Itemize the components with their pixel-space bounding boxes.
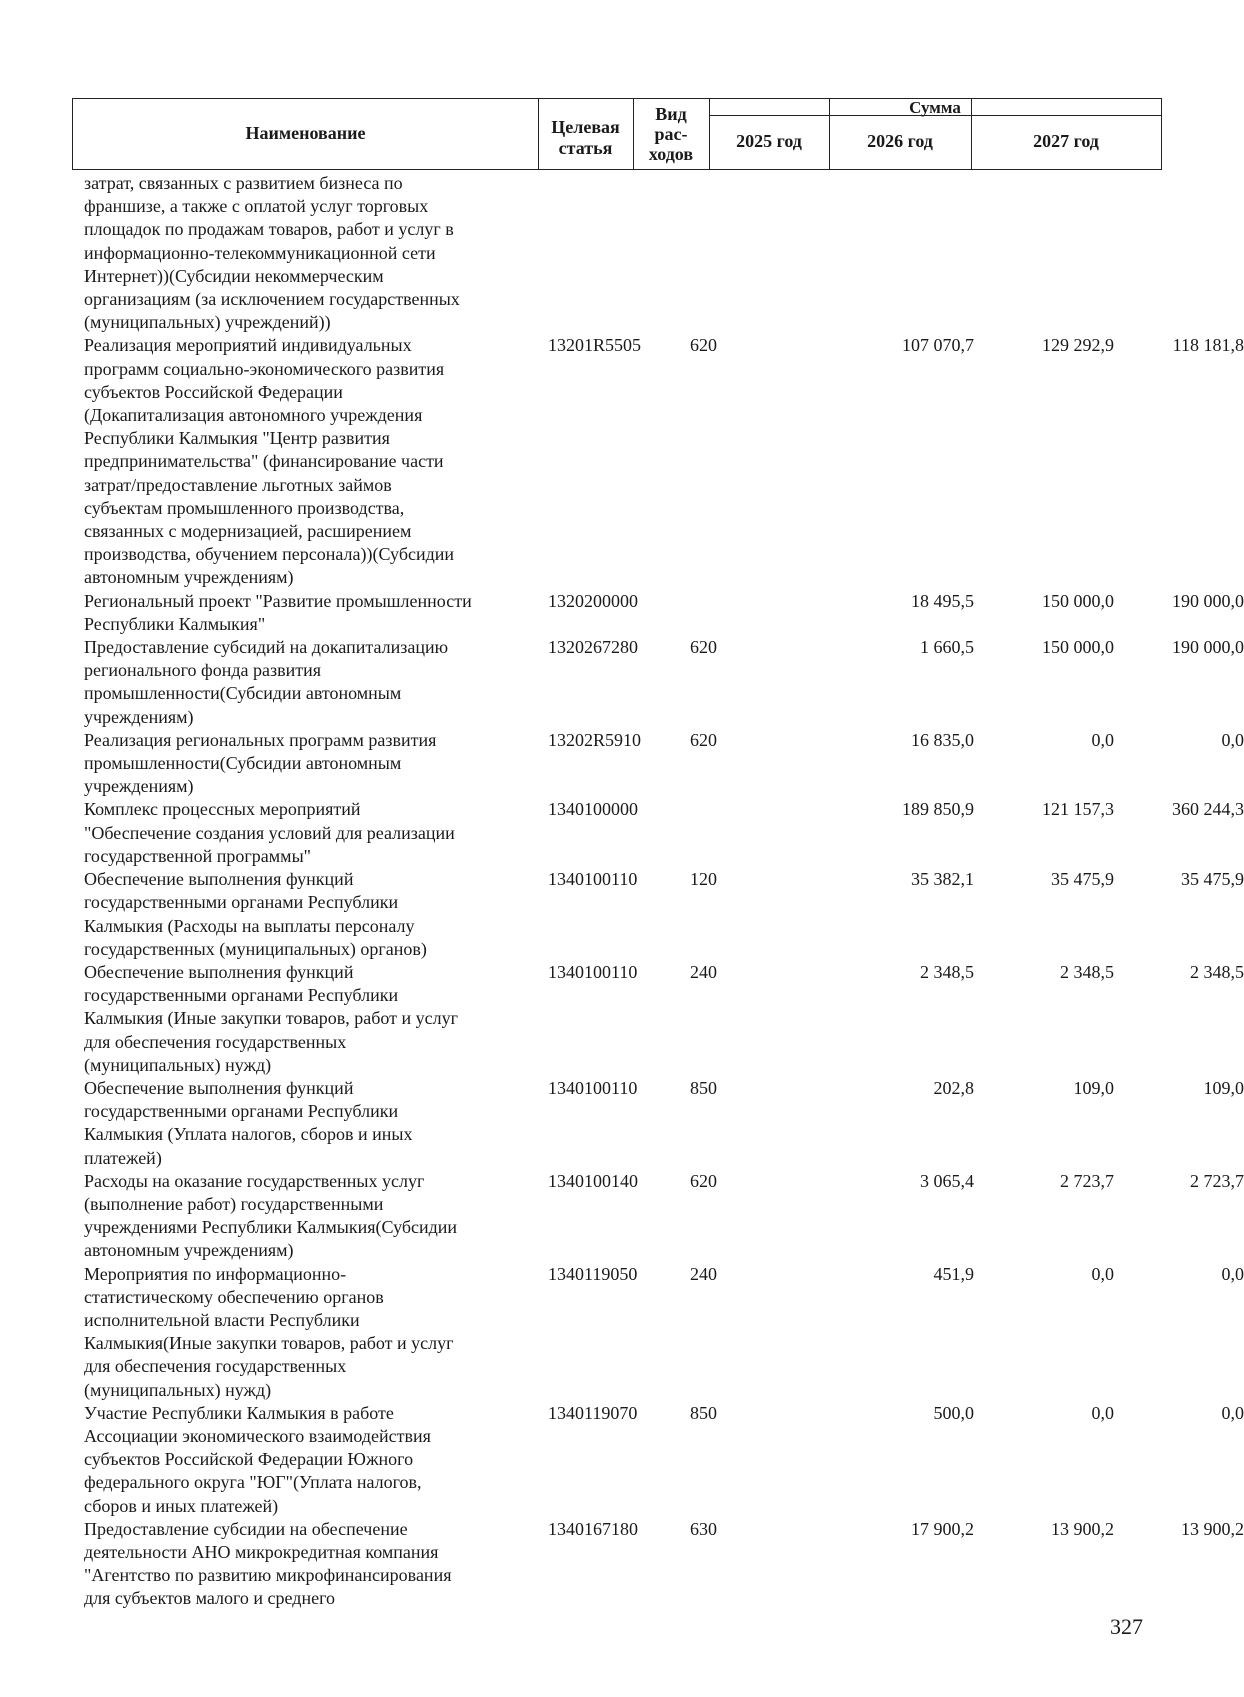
table-row bbox=[84, 1077, 1244, 1170]
header-2026: 2026 год bbox=[867, 131, 933, 151]
row-sum-2026: 35 475,9 bbox=[1051, 869, 1114, 890]
row-sum-2027: 2 348,5 bbox=[1190, 961, 1244, 982]
row-code: 1320200000 bbox=[548, 590, 638, 611]
row-sum-2025: 189 850,9 bbox=[902, 799, 974, 820]
row-sum-2027: 109,0 bbox=[1203, 1077, 1244, 1098]
row-code: 1340100110 bbox=[548, 1077, 638, 1098]
row-sum-2025: 500,0 bbox=[933, 1402, 974, 1423]
row-name: Региональный проект "Развитие промышленности Республики Калмыкия" bbox=[84, 590, 472, 634]
row-name: Обеспечение выполнения функций государственными органами Республики Калмыкия (Иные закупки товаров, работ и услуг для обеспечения государственных (муниципальных) нужд) bbox=[84, 961, 458, 1075]
row-name: Участие Республики Калмыкия в работе Ассоциации экономического взаимодействия субъектов Российской Федерации Южного федерального округа "ЮГ"(Уплата налогов, сборов и иных платежей) bbox=[84, 1402, 431, 1516]
row-sum-2027: 190 000,0 bbox=[1172, 637, 1244, 658]
row-code: 13201R5505 bbox=[548, 335, 642, 356]
row-kind: 620 bbox=[690, 335, 717, 356]
row-sum-2026: 150 000,0 bbox=[1042, 590, 1114, 611]
row-sum-2027: 0,0 bbox=[1221, 1263, 1244, 1284]
header-sum: Сумма bbox=[909, 97, 961, 117]
row-code: 1320267280 bbox=[548, 637, 638, 658]
row-sum-2026: 150 000,0 bbox=[1042, 637, 1114, 658]
row-sum-2025: 35 382,1 bbox=[911, 869, 974, 890]
table-row bbox=[84, 590, 1244, 636]
row-code: 1340100000 bbox=[548, 799, 638, 820]
table-body bbox=[84, 172, 1244, 1611]
row-sum-2026: 0,0 bbox=[1091, 729, 1114, 750]
row-name: Предоставление субсидии на обеспечение деятельности АНО микрокредитная компания "Агентство по развитию микрофинансирования для субъектов малого и среднего bbox=[84, 1518, 452, 1609]
row-sum-2026: 129 292,9 bbox=[1042, 335, 1114, 356]
row-sum-2025: 1 660,5 bbox=[920, 637, 974, 658]
row-sum-2025: 16 835,0 bbox=[911, 729, 974, 750]
header-target: Целевая статья bbox=[551, 116, 620, 158]
row-sum-2026: 0,0 bbox=[1091, 1263, 1114, 1284]
row-name: Реализация региональных программ развития промышленности(Субсидии автономным учреждениям) bbox=[84, 729, 437, 797]
row-sum-2027: 190 000,0 bbox=[1172, 590, 1244, 611]
row-code: 1340119050 bbox=[548, 1263, 638, 1284]
row-name: Реализация мероприятий индивидуальных программ социально-экономического развития субъектов Российской Федерации (Докапитализация автономного учреждения Республики Калмыкия "Центр развития предпринимательства" (финансирование части затрат/предоставление льготных займов субъектам промышленного производства, связанных с модернизацией, расширением производства, обучением персонала))(Субсидии автономным учреждениям) bbox=[84, 335, 455, 588]
row-name: Обеспечение выполнения функций государственными органами Республики Калмыкия (Уплата налогов, сборов и иных платежей) bbox=[84, 1077, 413, 1168]
row-kind: 850 bbox=[690, 1077, 717, 1098]
header-2025: 2025 год bbox=[736, 131, 802, 151]
row-sum-2025: 2 348,5 bbox=[920, 961, 974, 982]
table-row bbox=[84, 636, 1244, 729]
row-name: Предоставление субсидий на докапитализацию регионального фонда развития промышленности(Субсидии автономным учреждениям) bbox=[84, 637, 449, 727]
row-kind: 240 bbox=[690, 961, 717, 982]
row-sum-2025: 451,9 bbox=[933, 1263, 974, 1284]
row-name: Мероприятия по информационно- статистическому обеспечению органов исполнительной власти Республики Калмыкия(Иные закупки товаров, работ и услуг для обеспечения государственных (муниципальных) нужд) bbox=[84, 1263, 454, 1400]
row-code: 13202R5910 bbox=[548, 729, 642, 750]
row-kind: 240 bbox=[690, 1263, 717, 1284]
table-row bbox=[84, 334, 1244, 589]
table-row bbox=[84, 868, 1244, 961]
table-row bbox=[84, 1402, 1244, 1518]
row-sum-2025: 18 495,5 bbox=[911, 590, 974, 611]
table-row bbox=[84, 1263, 1244, 1402]
header-kind: Вид рас-ходов bbox=[648, 103, 694, 164]
row-kind: 620 bbox=[690, 729, 717, 750]
table-row bbox=[84, 172, 1174, 334]
row-kind: 620 bbox=[690, 637, 717, 658]
row-sum-2026: 109,0 bbox=[1073, 1077, 1114, 1098]
row-sum-2025: 202,8 bbox=[933, 1077, 974, 1098]
row-sum-2027: 2 723,7 bbox=[1190, 1170, 1244, 1191]
row-kind: 850 bbox=[690, 1402, 717, 1423]
header-name: Наименование bbox=[245, 123, 366, 143]
row-sum-2026: 0,0 bbox=[1091, 1402, 1114, 1423]
row-sum-2027: 0,0 bbox=[1221, 1402, 1244, 1423]
row-name: Расходы на оказание государственных услуг (выполнение работ) государственными учреждениями Республики Калмыкия(Субсидии автономным учреждениям) bbox=[84, 1170, 458, 1261]
row-name: Обеспечение выполнения функций государственными органами Республики Калмыкия (Расходы на выплаты персоналу государственных (муниципальных) органов) bbox=[84, 869, 427, 959]
page-number: 327 bbox=[1110, 1614, 1143, 1639]
row-sum-2027: 360 244,3 bbox=[1172, 799, 1244, 820]
table-row bbox=[84, 1518, 1244, 1611]
header-2027: 2027 год bbox=[1033, 131, 1099, 151]
row-code: 1340100110 bbox=[548, 961, 638, 982]
row-sum-2027: 0,0 bbox=[1221, 729, 1244, 750]
row-name: Комплекс процессных мероприятий "Обеспечение создания условий для реализации государственной программы" bbox=[84, 799, 455, 866]
row-sum-2026: 13 900,2 bbox=[1051, 1518, 1114, 1539]
table-row bbox=[84, 1170, 1244, 1263]
row-code: 1340100110 bbox=[548, 869, 638, 890]
row-code: 1340100140 bbox=[548, 1170, 638, 1191]
row-sum-2027: 13 900,2 bbox=[1181, 1518, 1244, 1539]
row-sum-2025: 107 070,7 bbox=[902, 335, 974, 356]
table-header bbox=[72, 98, 1162, 170]
row-sum-2027: 35 475,9 bbox=[1181, 869, 1244, 890]
row-sum-2026: 121 157,3 bbox=[1042, 799, 1114, 820]
table-row bbox=[84, 729, 1244, 799]
table-row bbox=[84, 798, 1244, 868]
row-name: затрат, связанных с развитием бизнеса по франшизе, а также с оплатой услуг торговых площадок по продажам товаров, работ и услуг в информационно-телекоммуникационной сети Интернет))(Субсидии некоммерческим организациям (за исключением государственных (муниципальных) учреждений)) bbox=[84, 173, 460, 333]
row-sum-2025: 17 900,2 bbox=[911, 1518, 974, 1539]
row-code: 1340167180 bbox=[548, 1518, 638, 1539]
row-sum-2027: 118 181,8 bbox=[1172, 335, 1244, 356]
row-code: 1340119070 bbox=[548, 1402, 638, 1423]
row-kind: 120 bbox=[690, 869, 717, 890]
row-sum-2026: 2 723,7 bbox=[1060, 1170, 1114, 1191]
row-sum-2025: 3 065,4 bbox=[920, 1170, 974, 1191]
table-row bbox=[84, 961, 1244, 1077]
row-sum-2026: 2 348,5 bbox=[1060, 961, 1114, 982]
row-kind: 630 bbox=[690, 1518, 717, 1539]
row-kind: 620 bbox=[690, 1170, 717, 1191]
